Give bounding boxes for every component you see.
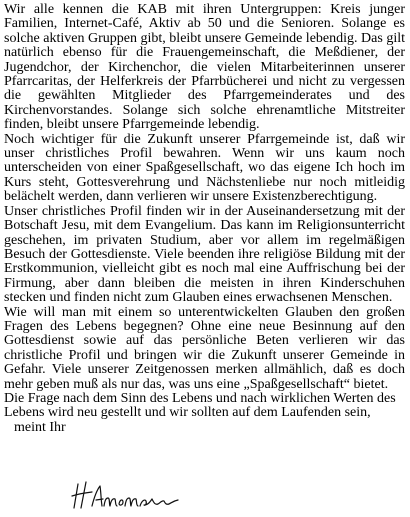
letter-body [4, 3, 405, 435]
closing-line: meint Ihr [14, 419, 66, 435]
paragraph-christian-profile: Noch wichtiger für die Zukunft unserer Pfarrgemeinde ist, daß wir unser christliches Profil bewahren. Wenn wir uns kaum noch unterscheiden von einer Spaßgesellschaft, wo das eigene Ich hoch im Kurs steht, Gottesverehrung und Nächstenliebe nur noch mitleidig belächelt werden, dann verlieren wir unsere Existenzberechtigung. [4, 131, 405, 205]
paragraph-faith-questions: Wie will man mit einem so unterentwickelten Glauben den großen Fragen des Lebens begegnen? Ohne eine neue Besinnung auf den Gottesdienst sowie auf das persönliche Beten verlieren wir das christliche Profil und bringen wir die Zukunft unserer Gemeinde in Gefahr. Viele unserer Zeitgenossen merken allmählich, daß es doch mehr geben muß als nur das, was uns eine „Spaßgesellschaft“ bietet. [4, 304, 405, 392]
paragraph-groups: Wir alle kennen die KAB mit ihren Untergruppen: Kreis junger Familien, Internet-Café, Aktiv ab 50 und die Senioren. Solange es solche aktiven Gruppen gibt, bleibt unsere Gemeinde lebendig. Das gilt natürlich ebenso für die Frauengemeinschaft, die Meßdiener, der Jugendchor, der Kirchenchor, die vielen Mitarbeiterinnen unserer Pfarrcaritas, der Helferkreis der Pfarrbücherei und nicht zu vergessen die gewählten Mitglieder des Pfarrgemeinderates und des Kirchenvorstandes. Solange sich solche ehrenamtliche Mitstreiter finden, bleibt unsere Pfarrgemeinde lebendig. [4, 2, 405, 133]
handwritten-signature [70, 478, 190, 512]
paragraph-meaning-of-life: Die Frage nach dem Sinn des Lebens und nach wirklichen Werten des Lebens wird neu gestellt und wir sollten auf dem Laufenden sein, [4, 390, 396, 421]
paragraph-gospel: Unser christliches Profil finden wir in der Auseinandersetzung mit der Botschaft Jesu, mit dem Evangelium. Das kann im Religionsunterricht geschehen, im privaten Studium, aber vor allem im regelmäßigen Besuch der Gottesdienste. Viele beenden ihre religiöse Bildung mit der Erstkommunion, vielleicht gibt es noch mal eine Auffrischung bei der Firmung, aber dann bleiben die meisten in ihren Kinderschuhen stecken und finden nicht zum Glauben eines erwachsenen Menschen. [4, 203, 405, 306]
